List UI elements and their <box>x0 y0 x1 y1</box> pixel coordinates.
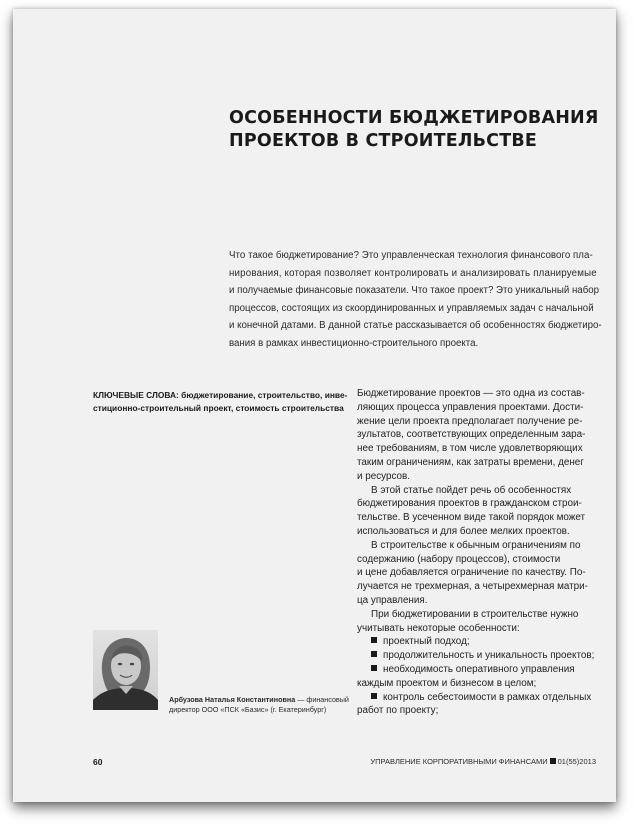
square-bullet-icon <box>371 651 377 657</box>
author-photo <box>93 630 158 710</box>
author-role: — финансовый <box>295 695 349 704</box>
body-line: нее требованиям, в том числе удовлетворяющих <box>357 443 583 455</box>
lead-line: вания в рамках инвестиционно-строительного проекта. <box>229 337 479 349</box>
body-line: бюджетирования проектов в гражданском строи- <box>357 498 582 510</box>
list-item-text: необходимость оперативного управления <box>383 663 575 675</box>
body-line: использоваться и для более мелких проектов. <box>357 525 570 537</box>
square-bullet-icon <box>371 693 377 699</box>
body-line: лучается не трехмерная, а четырехмерная матри- <box>357 581 588 593</box>
list-item <box>357 663 607 677</box>
body-line: и ресурсов. <box>357 470 411 482</box>
title-line: ПРОЕКТОВ В СТРОИТЕЛЬСТВЕ <box>229 131 538 151</box>
issue-number: 01(55)2013 <box>557 757 596 766</box>
body-line: ца управления. <box>357 594 428 606</box>
list-item-text: продолжительность и уникальность проектов; <box>383 650 595 662</box>
body-line: учитывать некоторые особенности: <box>357 622 520 634</box>
title-line: ОСОБЕННОСТИ БЮДЖЕТИРОВАНИЯ <box>229 108 599 128</box>
list-item-text: контроль себестоимости в рамках отдельных <box>383 691 592 703</box>
lead-line: нирования, которая позволяет контролировать и анализировать планируемые <box>229 267 597 279</box>
body-line: В строительстве к обычным ограничениям по <box>371 539 581 551</box>
lead-line: Что такое бюджетирование? Это управленческая технология финансового пла- <box>229 250 593 261</box>
journal-name: УПРАВЛЕНИЕ КОРПОРАТИВНЫМИ ФИНАНСАМИ <box>370 757 548 766</box>
list-item <box>357 635 607 649</box>
body-line: и цене добавляется ограничение по качеству. По- <box>357 567 586 579</box>
body-line: ляющих процесса управления проектами. Дости- <box>357 401 584 413</box>
author-affiliation: директор ООО «ПСК «Базис» (г. Екатеринбург) <box>169 705 327 714</box>
square-separator-icon <box>550 758 556 764</box>
list-item <box>357 691 607 705</box>
list-item-text: проектный подход; <box>383 636 470 648</box>
body-line: При бюджетировании в строительстве нужно <box>371 608 579 620</box>
author-portrait-image <box>93 630 158 710</box>
body-line: работ по проекту; <box>357 705 439 717</box>
body-line: каждым проектом и бизнесом в целом; <box>357 677 537 689</box>
lead-line: и конечной датами. В данной статье рассказывается об особенностях бюджетиро- <box>229 320 602 332</box>
square-bullet-icon <box>371 665 377 671</box>
article-lead <box>229 247 602 353</box>
square-bullet-icon <box>371 637 377 643</box>
keywords-line: стиционно-строительный проект, стоимость строительства <box>93 402 344 413</box>
body-line: Бюджетирование проектов — это одна из состав- <box>357 388 585 399</box>
keywords-line: КЛЮЧЕВЫЕ СЛОВА: бюджетирование, строительство, инве- <box>93 390 348 400</box>
author-name: Арбузова Наталья Константиновна <box>169 695 296 704</box>
body-line: содержанию (набору процессов), стоимости <box>357 553 561 565</box>
body-line: жение цели проекта предполагает получение ре- <box>357 415 583 427</box>
running-footer <box>370 757 596 766</box>
keywords <box>93 389 348 414</box>
article-title <box>229 107 609 153</box>
body-line: зультатов, соответствующих определенным зара- <box>357 429 586 441</box>
list-item <box>357 649 607 663</box>
body-line: таким ограничениям, как затраты времени, денег <box>357 456 584 468</box>
lead-line: и получаемые финансовые показатели. Что такое проект? Это уникальный набор <box>229 285 600 297</box>
article-body <box>357 387 607 718</box>
body-line: В этой статье пойдет речь об особенностях <box>371 484 572 496</box>
page-number: 60 <box>93 757 103 767</box>
author-line <box>169 695 349 705</box>
body-line: тельстве. В усеченном виде такой порядок может <box>357 512 586 524</box>
magazine-page <box>13 9 616 802</box>
author-caption <box>169 695 349 715</box>
lead-line: процессов, состоящих из скоординированных и управляемых задач с начальной <box>229 302 594 314</box>
